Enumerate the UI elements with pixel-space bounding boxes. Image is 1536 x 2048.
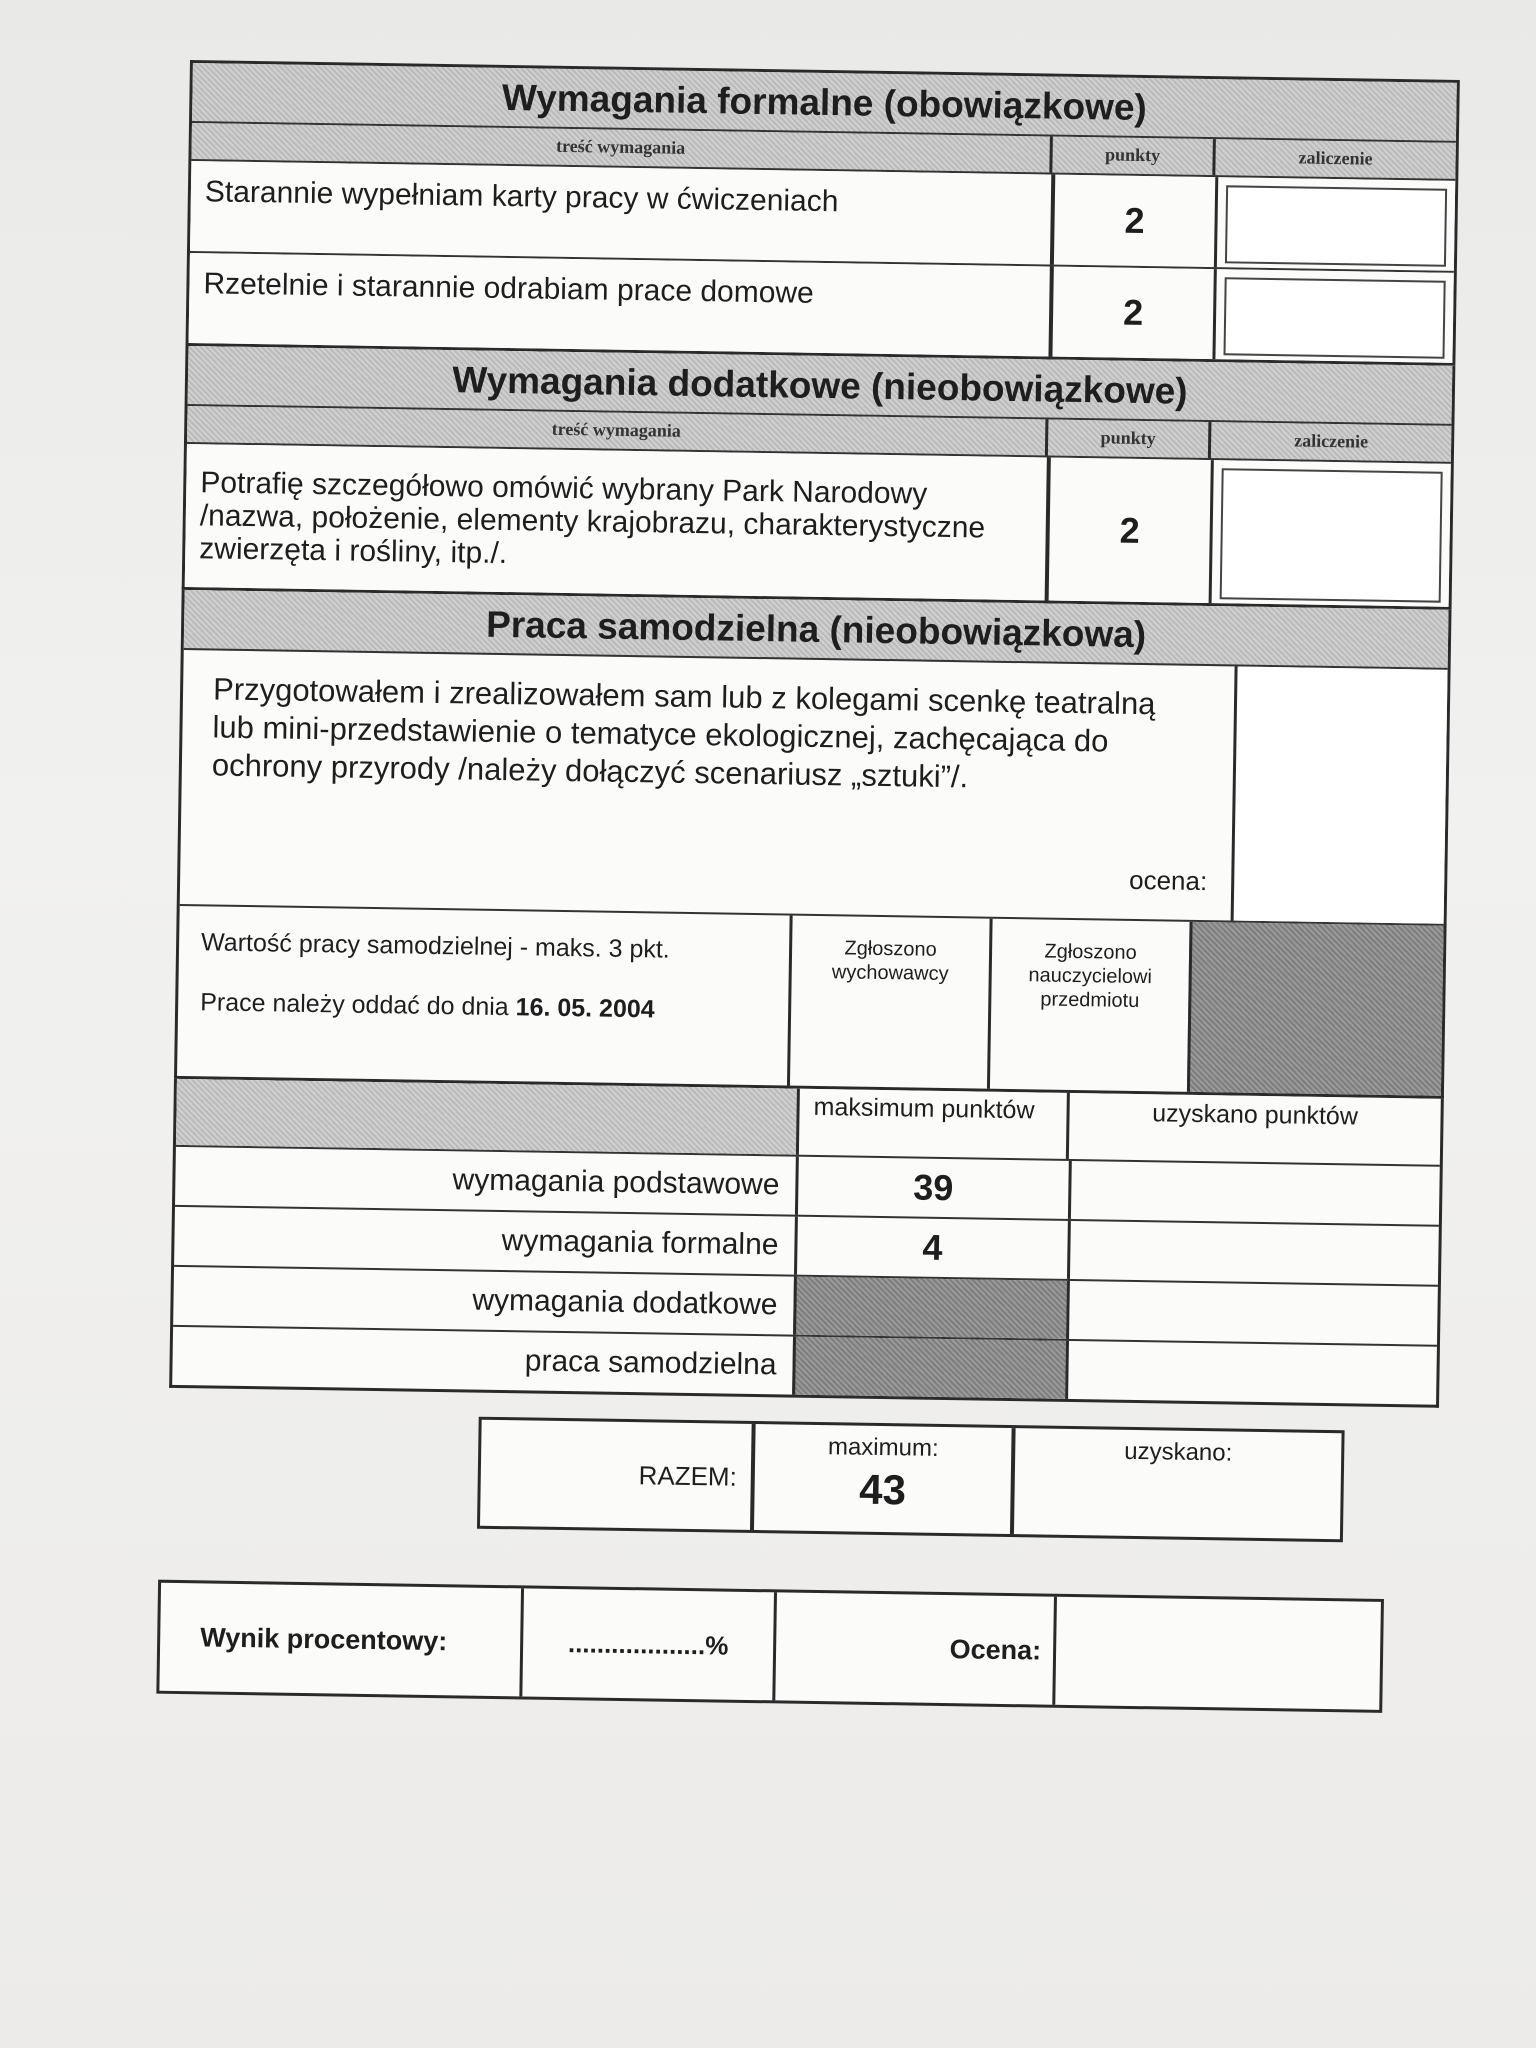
summary-label: praca samodzielna (524, 1344, 777, 1382)
additional-col-points: punkty (1045, 419, 1209, 458)
summary-max: 4 (794, 1217, 1068, 1279)
formal-section-title: Wymagania formalne (obowiązkowe) (192, 63, 1457, 143)
summary-max: 39 (795, 1157, 1069, 1219)
independent-description-row (180, 650, 1448, 926)
total-box (477, 1417, 1345, 1543)
pass-field[interactable] (1225, 185, 1447, 266)
final-grade-label: Ocena: (772, 1592, 1054, 1704)
grade-label: ocena: (1128, 864, 1208, 897)
requirement-points: 2 (1045, 458, 1211, 604)
requirement-text: Starannie wypełniam karty pracy w ćwiczeniach (204, 175, 839, 219)
deadline (200, 986, 766, 1027)
shaded-cell (1187, 922, 1444, 1096)
additional-requirements-section (182, 346, 1456, 610)
formal-col-points: punkty (1049, 137, 1213, 176)
independent-info-row (177, 906, 1444, 1096)
pass-field[interactable] (1223, 277, 1445, 358)
requirement-text: Potrafię szczegółowo omówić wybrany Park Narodowy /nazwa, położenie, elementy krajobrazu, charakterystyczne zwierzęta i rośliny, itp./. (199, 466, 986, 571)
deadline-prefix: Prace należy oddać do dnia (199, 988, 509, 1022)
total-max-caption: maximum: (827, 1433, 939, 1462)
percent-field[interactable]: ...................% (519, 1588, 774, 1700)
independent-section-title: Praca samodzielna (nieobowiązkowa) (184, 590, 1449, 670)
requirement-points: 2 (1048, 267, 1213, 360)
summary-max (792, 1337, 1066, 1399)
summary-head-max: maksimum punktów (796, 1089, 1067, 1159)
pass-field[interactable] (1220, 468, 1443, 602)
total-max-value: 43 (858, 1465, 907, 1514)
summary-got-field[interactable] (1067, 1221, 1439, 1285)
formal-requirements-section (186, 60, 1460, 366)
independent-work-section (174, 590, 1452, 1099)
additional-col-text: treść wymagania (551, 418, 681, 441)
assessment-sheet (164, 60, 1460, 1714)
summary-max (793, 1277, 1067, 1339)
result-box (156, 1580, 1384, 1713)
summary-label: wymagania formalne (501, 1224, 779, 1262)
summary-header-blank (176, 1079, 797, 1155)
summary-head-got: uzyskano punktów (1066, 1093, 1441, 1165)
points-summary-table (169, 1079, 1444, 1408)
summary-got-field[interactable] (1065, 1341, 1437, 1405)
summary-got-field[interactable] (1068, 1161, 1440, 1225)
formal-col-text: treść wymagania (555, 135, 686, 158)
additional-section-title: Wymagania dodatkowe (nieobowiązkowe) (188, 346, 1453, 426)
total-label: RAZEM: (638, 1460, 738, 1492)
additional-row (185, 444, 1451, 607)
formal-col-pass: zaliczenie (1212, 139, 1456, 179)
total-got-field[interactable]: uzyskano: (1010, 1428, 1342, 1539)
reported-teacher: Zgłoszono nauczycielowi przedmiotu (987, 919, 1190, 1092)
summary-label: wymagania dodatkowe (472, 1283, 778, 1322)
requirement-text: Rzetelnie i starannie odrabiam prace domowe (203, 267, 814, 310)
additional-col-pass: zaliczenie (1208, 422, 1452, 462)
percent-label: Wynik procentowy: (199, 1622, 448, 1657)
summary-label: wymagania podstawowe (452, 1163, 780, 1202)
final-grade-field[interactable] (1052, 1597, 1381, 1710)
summary-got-field[interactable] (1066, 1281, 1438, 1345)
grade-field[interactable] (1231, 666, 1448, 923)
independent-description: Przygotowałem i zrealizowałem sam lub z kolegami scenkę teatralną lub mini-przedstawienie o tematyce ekologicznej, zachęcająca do ochrony przyrody /należy dołączyć scenariusz „sztuki”/. (211, 671, 1156, 795)
reported-tutor: Zgłoszono wychowawcy (787, 916, 990, 1089)
deadline-date: 16. 05. 2004 (515, 993, 655, 1024)
requirement-points: 2 (1050, 175, 1215, 268)
value-note: Wartość pracy samodzielnej - maks. 3 pkt. (200, 928, 670, 964)
formal-row (189, 253, 1454, 363)
